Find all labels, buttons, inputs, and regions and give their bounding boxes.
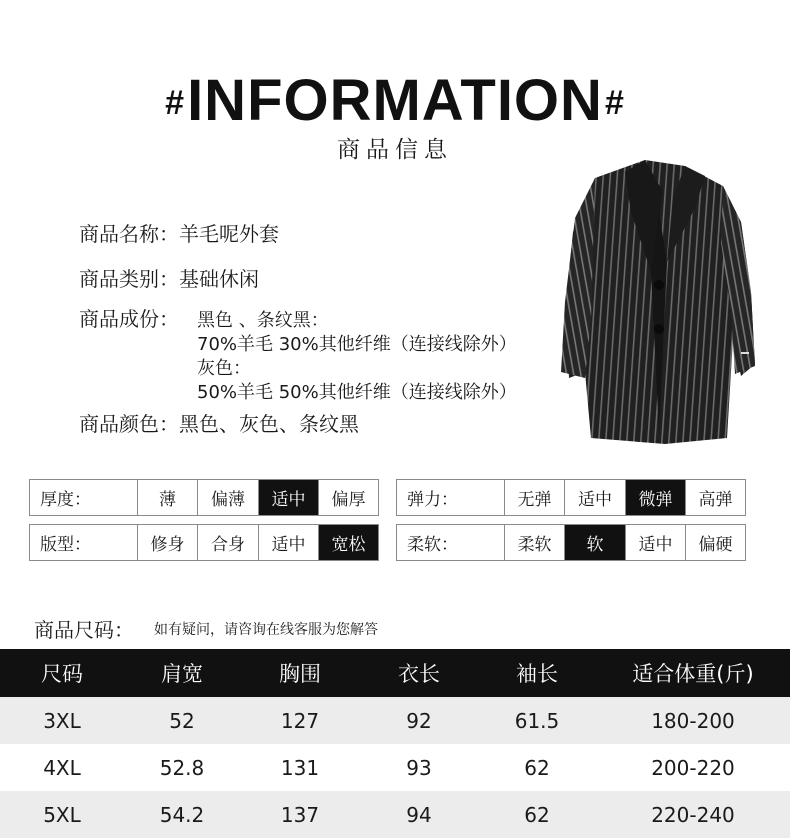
composition-line: 灰色： (197, 358, 251, 379)
attr-elasticity (396, 479, 746, 516)
info-category-label: 商品类别： (79, 267, 179, 291)
info-category-row (79, 266, 259, 292)
table-row (0, 697, 790, 744)
page-title (0, 68, 790, 136)
size-heading: 商品尺码： (34, 618, 134, 642)
table-cell: 62 (478, 744, 596, 791)
info-name-label: 商品名称： (79, 222, 179, 246)
hash-right: # (604, 84, 625, 122)
attr-option: 合身 (198, 525, 259, 561)
composition-line: 黑色 、条纹黑： (197, 310, 329, 331)
attr-option: 薄 (138, 480, 198, 516)
table-cell: 127 (240, 697, 360, 744)
attr-option-selected: 适中 (259, 480, 319, 516)
table-cell: 93 (360, 744, 478, 791)
column-header: 袖长 (478, 649, 596, 697)
column-header: 肩宽 (124, 649, 240, 697)
attr-option: 偏硬 (686, 525, 746, 561)
table-cell: 137 (240, 791, 360, 838)
table-cell: 5XL (0, 791, 124, 838)
column-header: 适合体重(斤) (596, 649, 790, 697)
table-cell: 52 (124, 697, 240, 744)
size-table (0, 649, 790, 838)
attr-fit (29, 524, 379, 561)
column-header: 胸围 (240, 649, 360, 697)
size-table-header (0, 649, 790, 697)
info-color-label: 商品颜色： (79, 412, 179, 436)
attr-fit-label: 版型： (30, 525, 138, 561)
attr-option: 适中 (565, 480, 626, 516)
attr-option-selected: 宽松 (319, 525, 379, 561)
table-cell: 52.8 (124, 744, 240, 791)
attr-option: 适中 (259, 525, 319, 561)
composition-line: 50%羊毛 50%其他纤维（连接线除外） (197, 382, 517, 403)
attr-thickness (29, 479, 379, 516)
attr-option: 偏厚 (319, 480, 379, 516)
table-cell: 61.5 (478, 697, 596, 744)
hash-left: # (165, 84, 186, 122)
attr-option-selected: 微弹 (626, 480, 686, 516)
title-text: INFORMATION (187, 68, 603, 133)
attr-option: 适中 (626, 525, 686, 561)
table-cell: 131 (240, 744, 360, 791)
attr-option: 修身 (138, 525, 198, 561)
attr-option: 偏薄 (198, 480, 259, 516)
info-name-value: 羊毛呢外套 (179, 222, 279, 246)
info-category-value: 基础休闲 (179, 267, 259, 291)
table-row (0, 791, 790, 838)
attr-option: 柔软 (505, 525, 565, 561)
table-cell: 3XL (0, 697, 124, 744)
size-note: 如有疑问，请咨询在线客服为您解答 (154, 622, 378, 638)
attr-softness-label: 柔软： (397, 525, 505, 561)
info-color-value: 黑色、灰色、条纹黑 (179, 412, 359, 436)
attr-option: 无弹 (505, 480, 565, 516)
table-cell: 200-220 (596, 744, 790, 791)
table-cell: 180-200 (596, 697, 790, 744)
page-subtitle: 商品信息 (337, 137, 453, 163)
attr-softness (396, 524, 746, 561)
table-cell: 4XL (0, 744, 124, 791)
column-header: 衣长 (360, 649, 478, 697)
attr-option: 高弹 (686, 480, 746, 516)
composition-line: 70%羊毛 30%其他纤维（连接线除外） (197, 334, 517, 355)
table-cell: 54.2 (124, 791, 240, 838)
info-composition-label: 商品成份： (79, 307, 179, 331)
coat-image (555, 152, 765, 448)
info-name-row (79, 221, 279, 247)
table-cell: 62 (478, 791, 596, 838)
table-cell: 220-240 (596, 791, 790, 838)
attr-option-selected: 软 (565, 525, 626, 561)
table-row (0, 744, 790, 791)
info-color-row (79, 411, 359, 437)
table-cell: 92 (360, 697, 478, 744)
attr-elasticity-label: 弹力： (397, 480, 505, 516)
table-cell: 94 (360, 791, 478, 838)
column-header: 尺码 (0, 649, 124, 697)
attr-thickness-label: 厚度： (30, 480, 138, 516)
